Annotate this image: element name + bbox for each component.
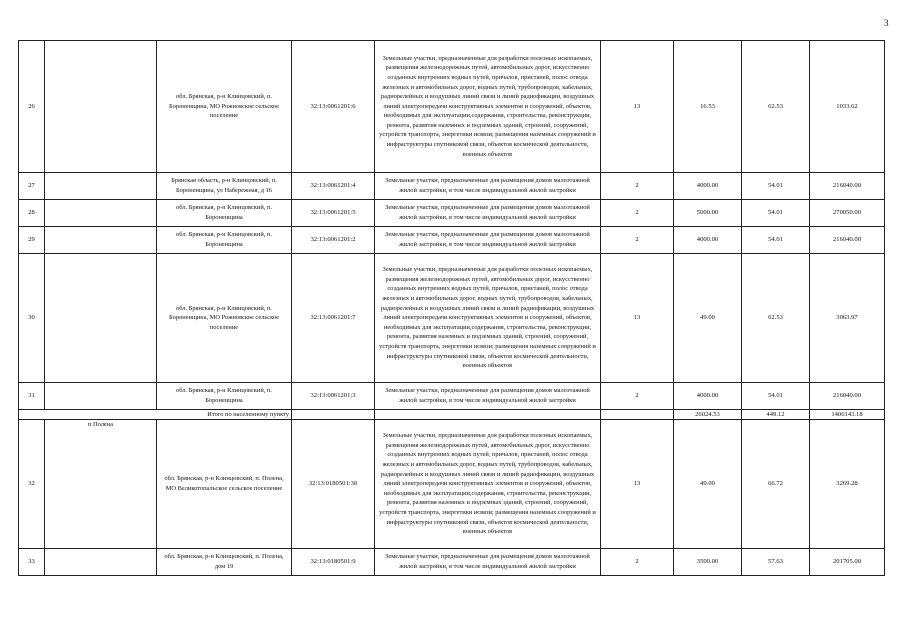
subtotal-label: Итого по населенному пункту [19, 410, 292, 420]
subtotal-row [19, 410, 885, 420]
purpose-cell: Земельные участки, предназначенные для разработки полезных ископаемых, размещения железнодорожных путей, автомобильных дорог, искусственно созданных внутренних водных путей, причалов, пристаней, полос отвода железных и автомобильных дорог, водных путей, трубопроводов, кабельных, радиорелейных и воздушных линий связи и линий радиофикации, воздушных линий электропередачи конструктивных элементов и сооружений, объектов, необходимых для эксплуатации,содержания, строительства, реконструкции, ремонта, развития наземных и подземных зданий, строений, сооружений, устройств транспорта, энергетики исвязи; размещения наземных сооружений и инфраструктуры спутниковой связи, объектов космической деятельности, военных объектов [375, 254, 601, 383]
area-cell: 3500.00 [674, 549, 742, 576]
cadastral-value-cell: 216040.00 [810, 383, 885, 410]
row-number-cell: 26 [19, 41, 45, 173]
row-number-cell: 33 [19, 549, 45, 576]
table-row [19, 200, 885, 227]
table-row [19, 254, 885, 383]
rate-cell: 66.72 [742, 420, 810, 549]
row-number-cell: 31 [19, 383, 45, 410]
group-code-cell: 2 [601, 383, 674, 410]
settlement-name-cell: п Полена [45, 420, 157, 549]
blank-cell [45, 173, 157, 200]
group-code-cell: 2 [601, 549, 674, 576]
group-code-cell: 2 [601, 173, 674, 200]
cadastral-value-cell: 216040.00 [810, 227, 885, 254]
address-cell: обл. Брянская, р-н Клинцовский, п. Полена, МО Великотопальское сельское поселение [157, 420, 292, 549]
cadastral-number-cell: 32:13:0061201:6 [292, 41, 375, 173]
cadastral-value-cell: 1033.62 [810, 41, 885, 173]
area-cell: 4000.00 [674, 173, 742, 200]
cadastral-number-cell: 32:13:0061201:2 [292, 227, 375, 254]
blank-cell [45, 383, 157, 410]
cadastral-number-cell: 32:13:0061201:3 [292, 383, 375, 410]
address-cell: обл. Брянская, р-н Клинцовский, п. Полена, дом 19 [157, 549, 292, 576]
area-cell: 4000.00 [674, 227, 742, 254]
area-cell: 49.00 [674, 254, 742, 383]
address-cell: обл. Брянская, р-н Клинцовский, п. Бороненщина [157, 383, 292, 410]
subtotal-empty-cell [292, 410, 375, 420]
address-cell: обл. Брянская, р-н Клинцовский, п. Бороненщина, МО Рожновское сельское поселение [157, 254, 292, 383]
rate-cell: 54.01 [742, 383, 810, 410]
area-cell: 4000.00 [674, 383, 742, 410]
cadastral-number-cell: 32:13:0180501:30 [292, 420, 375, 549]
row-number-cell: 32 [19, 420, 45, 549]
blank-cell [45, 254, 157, 383]
cadastral-number-cell: 32:13:0061201:5 [292, 200, 375, 227]
blank-cell [45, 549, 157, 576]
row-number-cell: 30 [19, 254, 45, 383]
group-code-cell: 13 [601, 41, 674, 173]
cadastral-value-cell: 270050.00 [810, 200, 885, 227]
group-code-cell: 13 [601, 420, 674, 549]
address-cell: обл. Брянская, р-н Клинцовский, п. Бороненщина [157, 227, 292, 254]
land-registry-table [18, 40, 885, 576]
cadastral-value-cell: 3063.97 [810, 254, 885, 383]
purpose-cell: Земельные участки, предназначенные для размещения домов малоэтажной жилой застройки, в том числе индивидуальной жилой застройки [375, 173, 601, 200]
purpose-cell: Земельные участки, предназначенные для размещения домов малоэтажной жилой застройки, в том числе индивидуальной жилой застройки [375, 227, 601, 254]
rate-cell: 62.53 [742, 254, 810, 383]
purpose-cell: Земельные участки, предназначенные для размещения домов малоэтажной жилой застройки, в том числе индивидуальной жилой застройки [375, 383, 601, 410]
cadastral-value-cell: 216040.00 [810, 173, 885, 200]
cadastral-value-cell: 3269.28 [810, 420, 885, 549]
group-code-cell: 2 [601, 227, 674, 254]
area-cell: 49.00 [674, 420, 742, 549]
group-code-cell: 13 [601, 254, 674, 383]
blank-cell [45, 227, 157, 254]
rate-cell: 54.01 [742, 200, 810, 227]
page-number: 3 [884, 18, 889, 28]
group-code-cell: 2 [601, 200, 674, 227]
rate-cell: 54.01 [742, 227, 810, 254]
area-cell: 5000.00 [674, 200, 742, 227]
cadastral-number-cell: 32:13:0061201:4 [292, 173, 375, 200]
address-cell: обл. Брянская, р-н Клинцовский, п. Бороненщина [157, 200, 292, 227]
subtotal-cost: 1406143.18 [810, 410, 885, 420]
table-row [19, 383, 885, 410]
address-cell: Брянская область, р-н Клинцовский, п. Бороненщина, ул Набережная, д 16 [157, 173, 292, 200]
purpose-cell: Земельные участки, предназначенные для размещения домов малоэтажной жилой застройки, в том числе индивидуальной жилой застройки [375, 549, 601, 576]
cadastral-number-cell: 32:13:0061201:7 [292, 254, 375, 383]
row-number-cell: 27 [19, 173, 45, 200]
address-cell: обл. Брянская, р-н Клинцовский, п. Бороненщина, МО Рожновское сельское поселение [157, 41, 292, 173]
table-row [19, 420, 885, 549]
blank-cell [45, 41, 157, 173]
purpose-cell: Земельные участки, предназначенные для разработки полезных ископаемых, размещения железнодорожных путей, автомобильных дорог, искусственно созданных внутренних водных путей, причалов, пристаней, полос отвода железных и автомобильных дорог, водных путей, трубопроводов, кабельных, радиорелейных и воздушных линий связи и линий радиофикации, воздушных линий электропередачи конструктивных элементов и сооружений, объектов, необходимых для эксплуатации,содержания, строительства, реконструкции, ремонта, развития наземных и подземных зданий, строений, сооружений, устройств транспорта, энергетики исвязи; размещения наземных сооружений и инфраструктуры спутниковой связи, объектов космической деятельности, военных объектов [375, 420, 601, 549]
cadastral-number-cell: 32:13:0180501:9 [292, 549, 375, 576]
rate-cell: 54.01 [742, 173, 810, 200]
subtotal-empty-cell [601, 410, 674, 420]
row-number-cell: 29 [19, 227, 45, 254]
subtotal-area: 26024.53 [674, 410, 742, 420]
table-row [19, 549, 885, 576]
subtotal-empty-cell [375, 410, 601, 420]
area-cell: 16.53 [674, 41, 742, 173]
blank-cell [45, 200, 157, 227]
row-number-cell: 28 [19, 200, 45, 227]
purpose-cell: Земельные участки, предназначенные для размещения домов малоэтажной жилой застройки, в том числе индивидуальной жилой застройки [375, 200, 601, 227]
table-row [19, 173, 885, 200]
cadastral-value-cell: 201705.00 [810, 549, 885, 576]
rate-cell: 57.63 [742, 549, 810, 576]
table-row [19, 41, 885, 173]
table-row [19, 227, 885, 254]
purpose-cell: Земельные участки, предназначенные для разработки полезных ископаемых, размещения железнодорожных путей, автомобильных дорог, искусственно созданных внутренних водных путей, причалов, пристаней, полос отвода железных и автомобильных дорог, водных путей, трубопроводов, кабельных, радиорелейных и воздушных линий связи и линий радиофикации, воздушных линий электропередачи конструктивных элементов и сооружений, объектов, необходимых для эксплуатации,содержания, строительства, реконструкции, ремонта, развития наземных и подземных зданий, строений, сооружений, устройств транспорта, энергетики исвязи; размещения наземных сооружений и инфраструктуры спутниковой связи, объектов космической деятельности, военных объектов [375, 41, 601, 173]
subtotal-rate: 449.12 [742, 410, 810, 420]
rate-cell: 62.53 [742, 41, 810, 173]
